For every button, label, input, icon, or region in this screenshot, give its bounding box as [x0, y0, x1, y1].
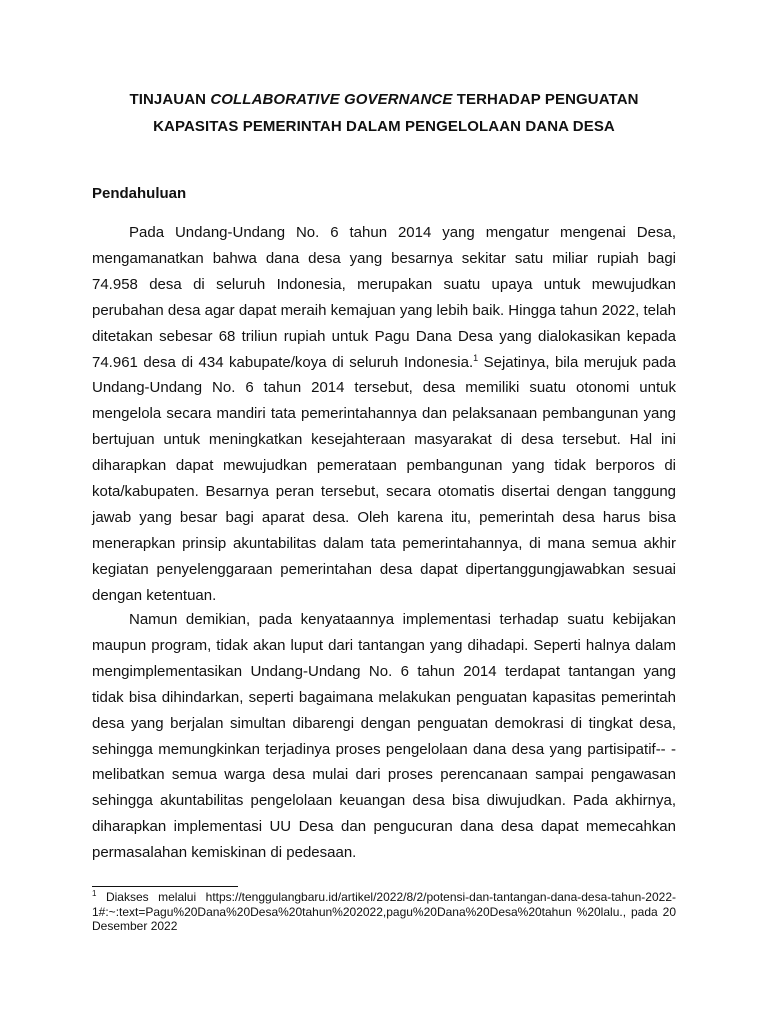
footnote-separator [92, 886, 238, 887]
title-italic-term: COLLABORATIVE GOVERNANCE [210, 91, 453, 108]
footnote-marker: 1 [92, 889, 97, 898]
title-prefix: TINJAUAN [129, 91, 211, 108]
paragraph-1-text-a: Pada Undang-Undang No. 6 tahun 2014 yang mengatur mengenai Desa, mengamanatkan bahwa dana desa yang besarnya sekitar satu miliar rupiah bagi 74.958 desa di seluruh Indonesia, merupakan suatu upaya untuk mewujudkan perubahan desa agar dapat meraih kemajuan yang lebih baik. Hingga tahun 2022, telah ditetakan sebesar 68 triliun rupiah untuk Pagu Dana Desa yang dialokasikan kepada 74.961 desa di 434 kabupate/koya di seluruh Indonesia. [92, 224, 676, 371]
footnote-reference[interactable]: 1 [473, 352, 479, 363]
title-line-2: KAPASITAS PEMERINTAH DALAM PENGELOLAAN DANA DESA [153, 118, 615, 135]
title-suffix: TERHADAP PENGUATAN [452, 91, 639, 108]
footnote [92, 890, 676, 934]
paragraph-2: Namun demikian, pada kenyataannya implementasi terhadap suatu kebijakan maupun program, tidak akan luput dari tantangan yang dihadapi. Seperti halnya dalam mengimplementasikan Undang-Undang No. 6 tahun 2014 terdapat tantangan yang tidak bisa dihindarkan, seperti bagaimana melakukan penguatan kapasitas pemerintah desa yang berjalan simultan dibarengi dengan penguatan demokrasi di tingkat desa, sehingga memungkinkan terjadinya proses pengelolaan dana desa yang partisipatif-- -melibatkan semua warga desa mulai dari proses perencanaan sampai pengawasan sehingga akuntabilitas pengelolaan keuangan desa bisa diwujudkan. Pada akhirnya, diharapkan implementasi UU Desa dan pengucuran dana desa dapat memecahkan permasalahan kemiskinan di pedesaan. [92, 611, 676, 862]
title-line-1 [92, 86, 676, 113]
document-title [92, 86, 676, 140]
paragraph-1 [92, 220, 676, 609]
section-heading: Pendahuluan [92, 185, 187, 202]
footnote-text: Diakses melalui https://tenggulangbaru.id/artikel/2022/8/2/potensi-dan-tantangan-dana-desa-tahun-2022-1#:~:text=Pagu%20Dana%20Desa%20tahun%202022,pagu%20Dana%20Desa%20tahun %20lalu., pada 20 Desember 2022 [92, 890, 676, 933]
paragraph-1-text-b: Sejatinya, bila merujuk pada Undang-Undang No. 6 tahun 2014 tersebut, desa memiliki suatu otonomi untuk mengelola secara mandiri tata pemerintahannya dan pelaksanaan pembangunan yang bertujuan untuk meningkatkan kesejahteraan masyarakat di desa tersebut. Hal ini diharapkan dapat mewujudkan pemerataan pembangunan yang tidak berporos di kota/kabupaten. Besarnya peran tersebut, secara otomatis disertai dengan tanggung jawab yang besar bagi aparat desa. Oleh karena itu, pemerintah desa harus bisa menerapkan prinsip akuntabilitas dalam tata pemerintahannya, di mana semua akhir kegiatan penyelenggaraan pemerintahan desa dapat dipertanggungjawabkan sesuai dengan ketentuan. [92, 353, 676, 604]
